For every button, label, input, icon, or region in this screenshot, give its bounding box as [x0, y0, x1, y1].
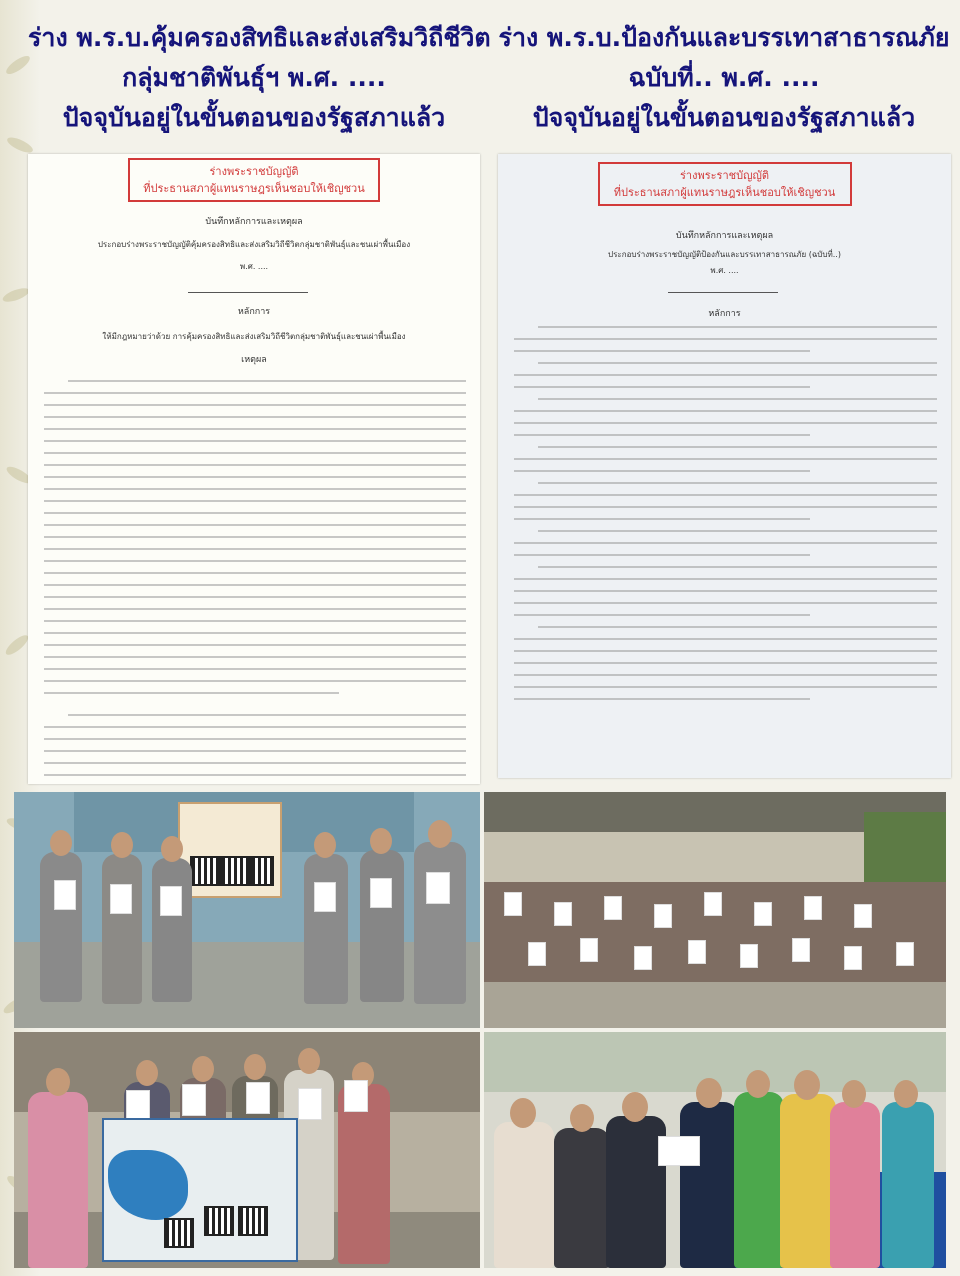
doc-separator: [668, 292, 778, 293]
signed-paper: [110, 884, 132, 914]
signed-paper: [740, 944, 758, 968]
signed-paper: [580, 938, 598, 962]
person: [360, 850, 404, 1002]
signed-paper: [370, 878, 392, 908]
qr-code-icon: [164, 1218, 194, 1248]
person-head: [746, 1070, 770, 1098]
signed-paper: [314, 882, 336, 912]
person: [606, 1116, 666, 1268]
person: [554, 1128, 610, 1268]
signed-paper: [554, 902, 572, 926]
person-head: [136, 1060, 158, 1086]
right-document-scan: [498, 154, 951, 778]
stamp-line-2: ที่ประธานสภาผู้แทนราษฎรเห็นชอบให้เชิญชวน: [613, 186, 836, 199]
qr-code-icon: [190, 856, 220, 886]
person-head: [794, 1070, 820, 1100]
signed-paper: [298, 1088, 322, 1120]
photo-group-with-poster: [14, 792, 480, 1028]
person: [734, 1092, 784, 1268]
signed-paper: [688, 940, 706, 964]
qr-code-icon: [204, 1206, 234, 1236]
person-head: [842, 1080, 866, 1108]
person: [882, 1102, 934, 1268]
signed-paper: [792, 938, 810, 962]
doc-heading: บันทึกหลักการและเหตุผล: [205, 217, 303, 227]
photo-ground: [14, 942, 480, 1028]
person-head: [314, 832, 336, 858]
stamp-line-2: ที่ประธานสภาผู้แทนราษฎรเห็นชอบให้เชิญชวน: [143, 182, 365, 195]
signed-paper: [704, 892, 722, 916]
person-head: [50, 830, 72, 856]
left-draft-stamp: [128, 158, 380, 202]
leaf-ornament: [3, 632, 31, 658]
photo-group-with-banner: [14, 1032, 480, 1268]
doc-subheading: ประกอบร่างพระราชบัญญัติคุ้มครองสิทธิและส่งเสริมวิถีชีวิตกลุ่มชาติพันธุ์และชนเผ่าพื้นเมือง: [97, 240, 411, 249]
signed-paper: [344, 1080, 368, 1112]
photo-document-handover: [484, 1032, 946, 1268]
person: [28, 1092, 88, 1268]
doc-heading: บันทึกหลักการและเหตุผล: [675, 231, 774, 241]
person: [40, 852, 82, 1002]
person: [102, 854, 142, 1004]
doc-year: พ.ศ. ....: [239, 262, 269, 271]
signed-paper: [504, 892, 522, 916]
signed-paper: [854, 904, 872, 928]
signed-paper: [844, 946, 862, 970]
person: [830, 1102, 880, 1268]
leaf-ornament: [1, 286, 31, 305]
left-title: [28, 18, 491, 138]
left-title-line-1: ร่าง พ.ร.บ.คุ้มครองสิทธิและส่งเสริมวิถีชีวิต: [28, 23, 491, 52]
right-draft-stamp: [598, 162, 852, 206]
map-graphic: [108, 1150, 188, 1220]
person-head: [192, 1056, 214, 1082]
person-head: [428, 820, 452, 848]
photo-floor: [484, 982, 946, 1028]
signed-paper: [426, 872, 450, 904]
person-head: [46, 1068, 70, 1096]
person: [152, 858, 192, 1002]
right-title-line-3: ปัจจุบันอยู่ในขั้นตอนของรัฐสภาแล้ว: [532, 103, 916, 132]
person-head: [510, 1098, 536, 1128]
photo-large-group: [484, 792, 946, 1028]
signed-paper: [896, 942, 914, 966]
signed-paper: [654, 904, 672, 928]
doc-principle-heading: หลักการ: [708, 309, 741, 319]
signed-paper: [804, 896, 822, 920]
left-document-scan: [28, 154, 480, 784]
person: [304, 854, 348, 1004]
doc-separator: [188, 292, 308, 293]
campaign-banner: [102, 1118, 298, 1262]
handed-document: [658, 1136, 700, 1166]
stamp-line-1: ร่างพระราชบัญญัติ: [680, 169, 769, 182]
person-head: [696, 1078, 722, 1108]
signed-paper: [54, 880, 76, 910]
doc-principle-text: ให้มีกฎหมายว่าด้วย การคุ้มครองสิทธิและส่งเสริมวิถีชีวิตกลุ่มชาติพันธุ์และชนเผ่าพื้นเมือง: [102, 332, 406, 341]
signed-paper: [634, 946, 652, 970]
signed-paper: [160, 886, 182, 916]
stamp-line-1: ร่างพระราชบัญญัติ: [209, 165, 299, 178]
qr-code-icon: [238, 1206, 268, 1236]
person: [680, 1102, 738, 1268]
doc-year: พ.ศ. ....: [710, 266, 739, 275]
doc-subheading: ประกอบร่างพระราชบัญญัติป้องกันและบรรเทาสาธารณภัย (ฉบับที่..): [608, 250, 841, 259]
right-title: [498, 18, 950, 138]
qr-code-icon: [220, 856, 250, 886]
signed-paper: [246, 1082, 270, 1114]
person-head: [370, 828, 392, 854]
signed-paper: [528, 942, 546, 966]
campaign-poster: [178, 802, 282, 898]
qr-code-icon: [250, 856, 274, 886]
right-title-line-1: ร่าง พ.ร.บ.ป้องกันและบรรเทาสาธารณภัย: [498, 23, 950, 52]
left-title-line-3: ปัจจุบันอยู่ในขั้นตอนของรัฐสภาแล้ว: [62, 103, 446, 132]
signed-paper: [182, 1084, 206, 1116]
person-head: [622, 1092, 648, 1122]
person-head: [244, 1054, 266, 1080]
person-head: [161, 836, 183, 862]
person-head: [111, 832, 133, 858]
doc-principle-heading: หลักการ: [237, 307, 271, 317]
person-head: [894, 1080, 918, 1108]
person: [494, 1122, 554, 1268]
person: [780, 1094, 836, 1268]
right-title-line-2: ฉบับที่.. พ.ศ. ....: [628, 63, 820, 92]
person: [414, 842, 466, 1004]
left-title-line-2: กลุ่มชาติพันธุ์ฯ พ.ศ. ....: [122, 63, 386, 92]
doc-body-text: [514, 326, 937, 710]
signed-paper: [604, 896, 622, 920]
doc-reason-heading: เหตุผล: [241, 355, 267, 365]
person-head: [570, 1104, 594, 1132]
signed-paper: [754, 902, 772, 926]
person-head: [298, 1048, 320, 1074]
doc-body-text: [44, 380, 466, 784]
